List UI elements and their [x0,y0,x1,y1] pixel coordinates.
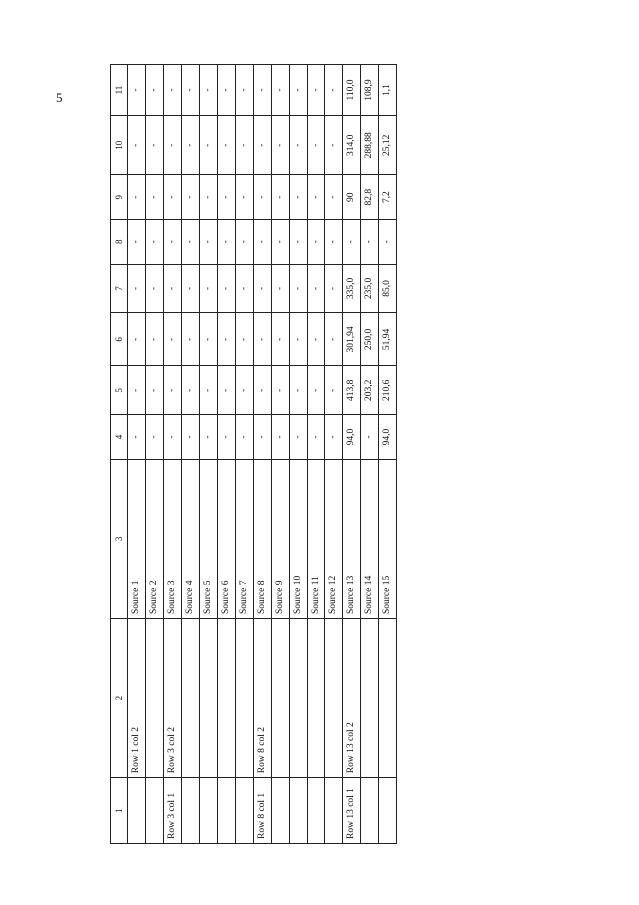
table-cell [217,778,235,844]
table-cell: - [146,220,164,265]
table-cell: - [146,264,164,313]
table-cell: Source 10 [289,459,307,618]
table-cell [235,778,253,844]
table-cell: - [200,313,218,366]
table-cell: - [271,175,289,220]
table-cell [271,619,289,778]
table-cell: Source 4 [182,459,200,618]
table-cell: - [325,116,343,175]
table-cell: - [235,313,253,366]
table-cell: 235,0 [361,264,379,313]
table-cell: 1,1 [379,65,397,116]
table-row [325,65,343,844]
table-cell: 288,88 [361,116,379,175]
table-cell: - [146,175,164,220]
column-header: 9 [111,175,128,220]
table-cell: - [182,65,200,116]
table-row [182,65,200,844]
table-cell: - [200,264,218,313]
column-header: 7 [111,264,128,313]
table-cell: Source 14 [361,459,379,618]
table-cell [235,619,253,778]
table-cell: - [289,65,307,116]
budget-table [110,64,397,844]
table-row [307,65,325,844]
table-cell: 25,12 [379,116,397,175]
table-cell: - [289,264,307,313]
table-cell: - [307,366,325,415]
table-cell: Source 3 [164,459,182,618]
table-cell: Source 15 [379,459,397,618]
table-cell: - [253,65,271,116]
table-cell: - [271,264,289,313]
table-cell: - [217,313,235,366]
table-cell [182,619,200,778]
table-cell: - [235,175,253,220]
table-cell: Source 2 [146,459,164,618]
table-cell: - [200,65,218,116]
table-cell: - [164,415,182,460]
table-cell: - [217,220,235,265]
table-cell: Source 9 [271,459,289,618]
table-cell: 82,8 [361,175,379,220]
table-cell: - [217,175,235,220]
table-cell: - [128,264,146,313]
table-cell: - [235,220,253,265]
table-cell: - [307,175,325,220]
table-cell: - [164,175,182,220]
table-cell: - [253,366,271,415]
table-cell: - [325,313,343,366]
table-cell: - [128,220,146,265]
table-cell: - [217,65,235,116]
column-header: 10 [111,116,128,175]
table-cell: 110,0 [343,65,361,116]
table-cell: - [182,415,200,460]
table-cell: 7,2 [379,175,397,220]
table-row [343,65,361,844]
table-cell: - [253,313,271,366]
table-cell: - [361,220,379,265]
table-cell: - [235,65,253,116]
table-cell: - [289,116,307,175]
column-header: 3 [111,459,128,618]
table-cell: Source 7 [235,459,253,618]
table-cell: - [200,366,218,415]
table-cell [361,619,379,778]
table-row [289,65,307,844]
table-cell: Source 5 [200,459,218,618]
table-cell: - [343,220,361,265]
table-cell: - [128,65,146,116]
table-row [253,65,271,844]
table-cell: - [325,220,343,265]
table-cell: - [289,175,307,220]
table-cell: - [325,175,343,220]
table-cell: - [182,313,200,366]
table-cell: - [217,366,235,415]
table-cell [307,778,325,844]
table-cell: - [200,415,218,460]
table-cell: 203,2 [361,366,379,415]
table-cell: Row 8 col 2 [253,619,271,778]
table-cell [128,778,146,844]
table-row [146,65,164,844]
table-cell: - [128,415,146,460]
table-cell: Source 11 [307,459,325,618]
table-cell: - [307,415,325,460]
table-cell: - [379,220,397,265]
table-cell: Source 8 [253,459,271,618]
table-cell [182,778,200,844]
table-cell: - [146,116,164,175]
table-cell: 413,8 [343,366,361,415]
table-cell: Row 3 col 1 [164,778,182,844]
table-cell: Row 13 col 1 [343,778,361,844]
table-cell: - [235,116,253,175]
table-cell [325,778,343,844]
table-cell: - [182,264,200,313]
table-cell: - [182,220,200,265]
table-cell: - [128,175,146,220]
table-cell [289,619,307,778]
table-cell: - [307,65,325,116]
table-cell: 314,0 [343,116,361,175]
table-cell [217,619,235,778]
column-header: 11 [111,65,128,116]
table-row [217,65,235,844]
table-cell [200,619,218,778]
table-cell: Source 13 [343,459,361,618]
table-cell: Row 13 col 2 [343,619,361,778]
table-row [361,65,379,844]
table-cell: - [164,264,182,313]
table-cell: Row 3 col 2 [164,619,182,778]
table-row [200,65,218,844]
column-header: 1 [111,778,128,844]
table-cell: - [164,65,182,116]
table-row [164,65,182,844]
table-cell: 335,0 [343,264,361,313]
table-cell: - [128,366,146,415]
table-cell: 108,9 [361,65,379,116]
table-cell: - [271,65,289,116]
table-cell: - [235,264,253,313]
table-cell: - [146,366,164,415]
table-cell: - [289,366,307,415]
table-cell: - [217,264,235,313]
page-number: 5 [56,90,63,105]
table-row [128,65,146,844]
table-cell: - [253,175,271,220]
table-cell: Source 1 [128,459,146,618]
table-cell: - [182,175,200,220]
table-cell: - [217,116,235,175]
column-header: 4 [111,415,128,460]
table-cell: 210,6 [379,366,397,415]
table-cell: - [253,415,271,460]
table-cell: - [271,415,289,460]
table-cell [146,619,164,778]
table-cell: - [307,116,325,175]
table-cell [325,619,343,778]
table-cell: Row 1 col 2 [128,619,146,778]
table-cell: - [271,220,289,265]
table-cell: - [271,366,289,415]
table-cell: - [164,220,182,265]
table-cell: 301,94 [343,313,361,366]
table-cell: Row 8 col 1 [253,778,271,844]
table-cell: Source 12 [325,459,343,618]
table-cell: - [253,220,271,265]
table-cell: - [200,116,218,175]
table-cell: - [271,116,289,175]
table-cell [307,619,325,778]
column-header: 6 [111,313,128,366]
table-cell: - [164,313,182,366]
table-cell: - [289,220,307,265]
table-cell: Source 6 [217,459,235,618]
table-cell [200,778,218,844]
table-cell: 94,0 [343,415,361,460]
table-cell [361,778,379,844]
table-cell: - [235,366,253,415]
table-cell: - [235,415,253,460]
table-body [128,65,397,844]
table-cell: - [361,415,379,460]
table-cell: - [325,264,343,313]
table-cell: - [325,366,343,415]
table-cell: - [164,116,182,175]
table-cell: - [182,116,200,175]
table-cell [146,778,164,844]
table-cell: - [307,313,325,366]
table-cell: - [217,415,235,460]
table-cell [289,778,307,844]
table-cell: 250,0 [361,313,379,366]
table-row [271,65,289,844]
table-cell: - [146,65,164,116]
table-cell: - [200,175,218,220]
table-cell: - [182,366,200,415]
table-cell: - [307,220,325,265]
column-header: 2 [111,619,128,778]
table-cell: - [146,415,164,460]
rotated-table-container [110,64,540,844]
table-cell: - [200,220,218,265]
table-cell: - [271,313,289,366]
table-cell [379,778,397,844]
table-cell: 51,94 [379,313,397,366]
table-cell: - [253,116,271,175]
table-cell: - [128,313,146,366]
table-cell: 94,0 [379,415,397,460]
table-cell [271,778,289,844]
table-row [379,65,397,844]
column-header: 8 [111,220,128,265]
column-header: 5 [111,366,128,415]
table-row [235,65,253,844]
table-cell: - [289,415,307,460]
table-cell: - [146,313,164,366]
rotated-table-frame [110,64,540,844]
table-cell: 85,0 [379,264,397,313]
table-cell: - [325,415,343,460]
table-cell: - [289,313,307,366]
table-cell: - [307,264,325,313]
table-cell: 90 [343,175,361,220]
table-cell: - [253,264,271,313]
table-cell [379,619,397,778]
table-cell: - [325,65,343,116]
table-cell: - [128,116,146,175]
table-header-row [111,65,128,844]
table-cell: - [164,366,182,415]
